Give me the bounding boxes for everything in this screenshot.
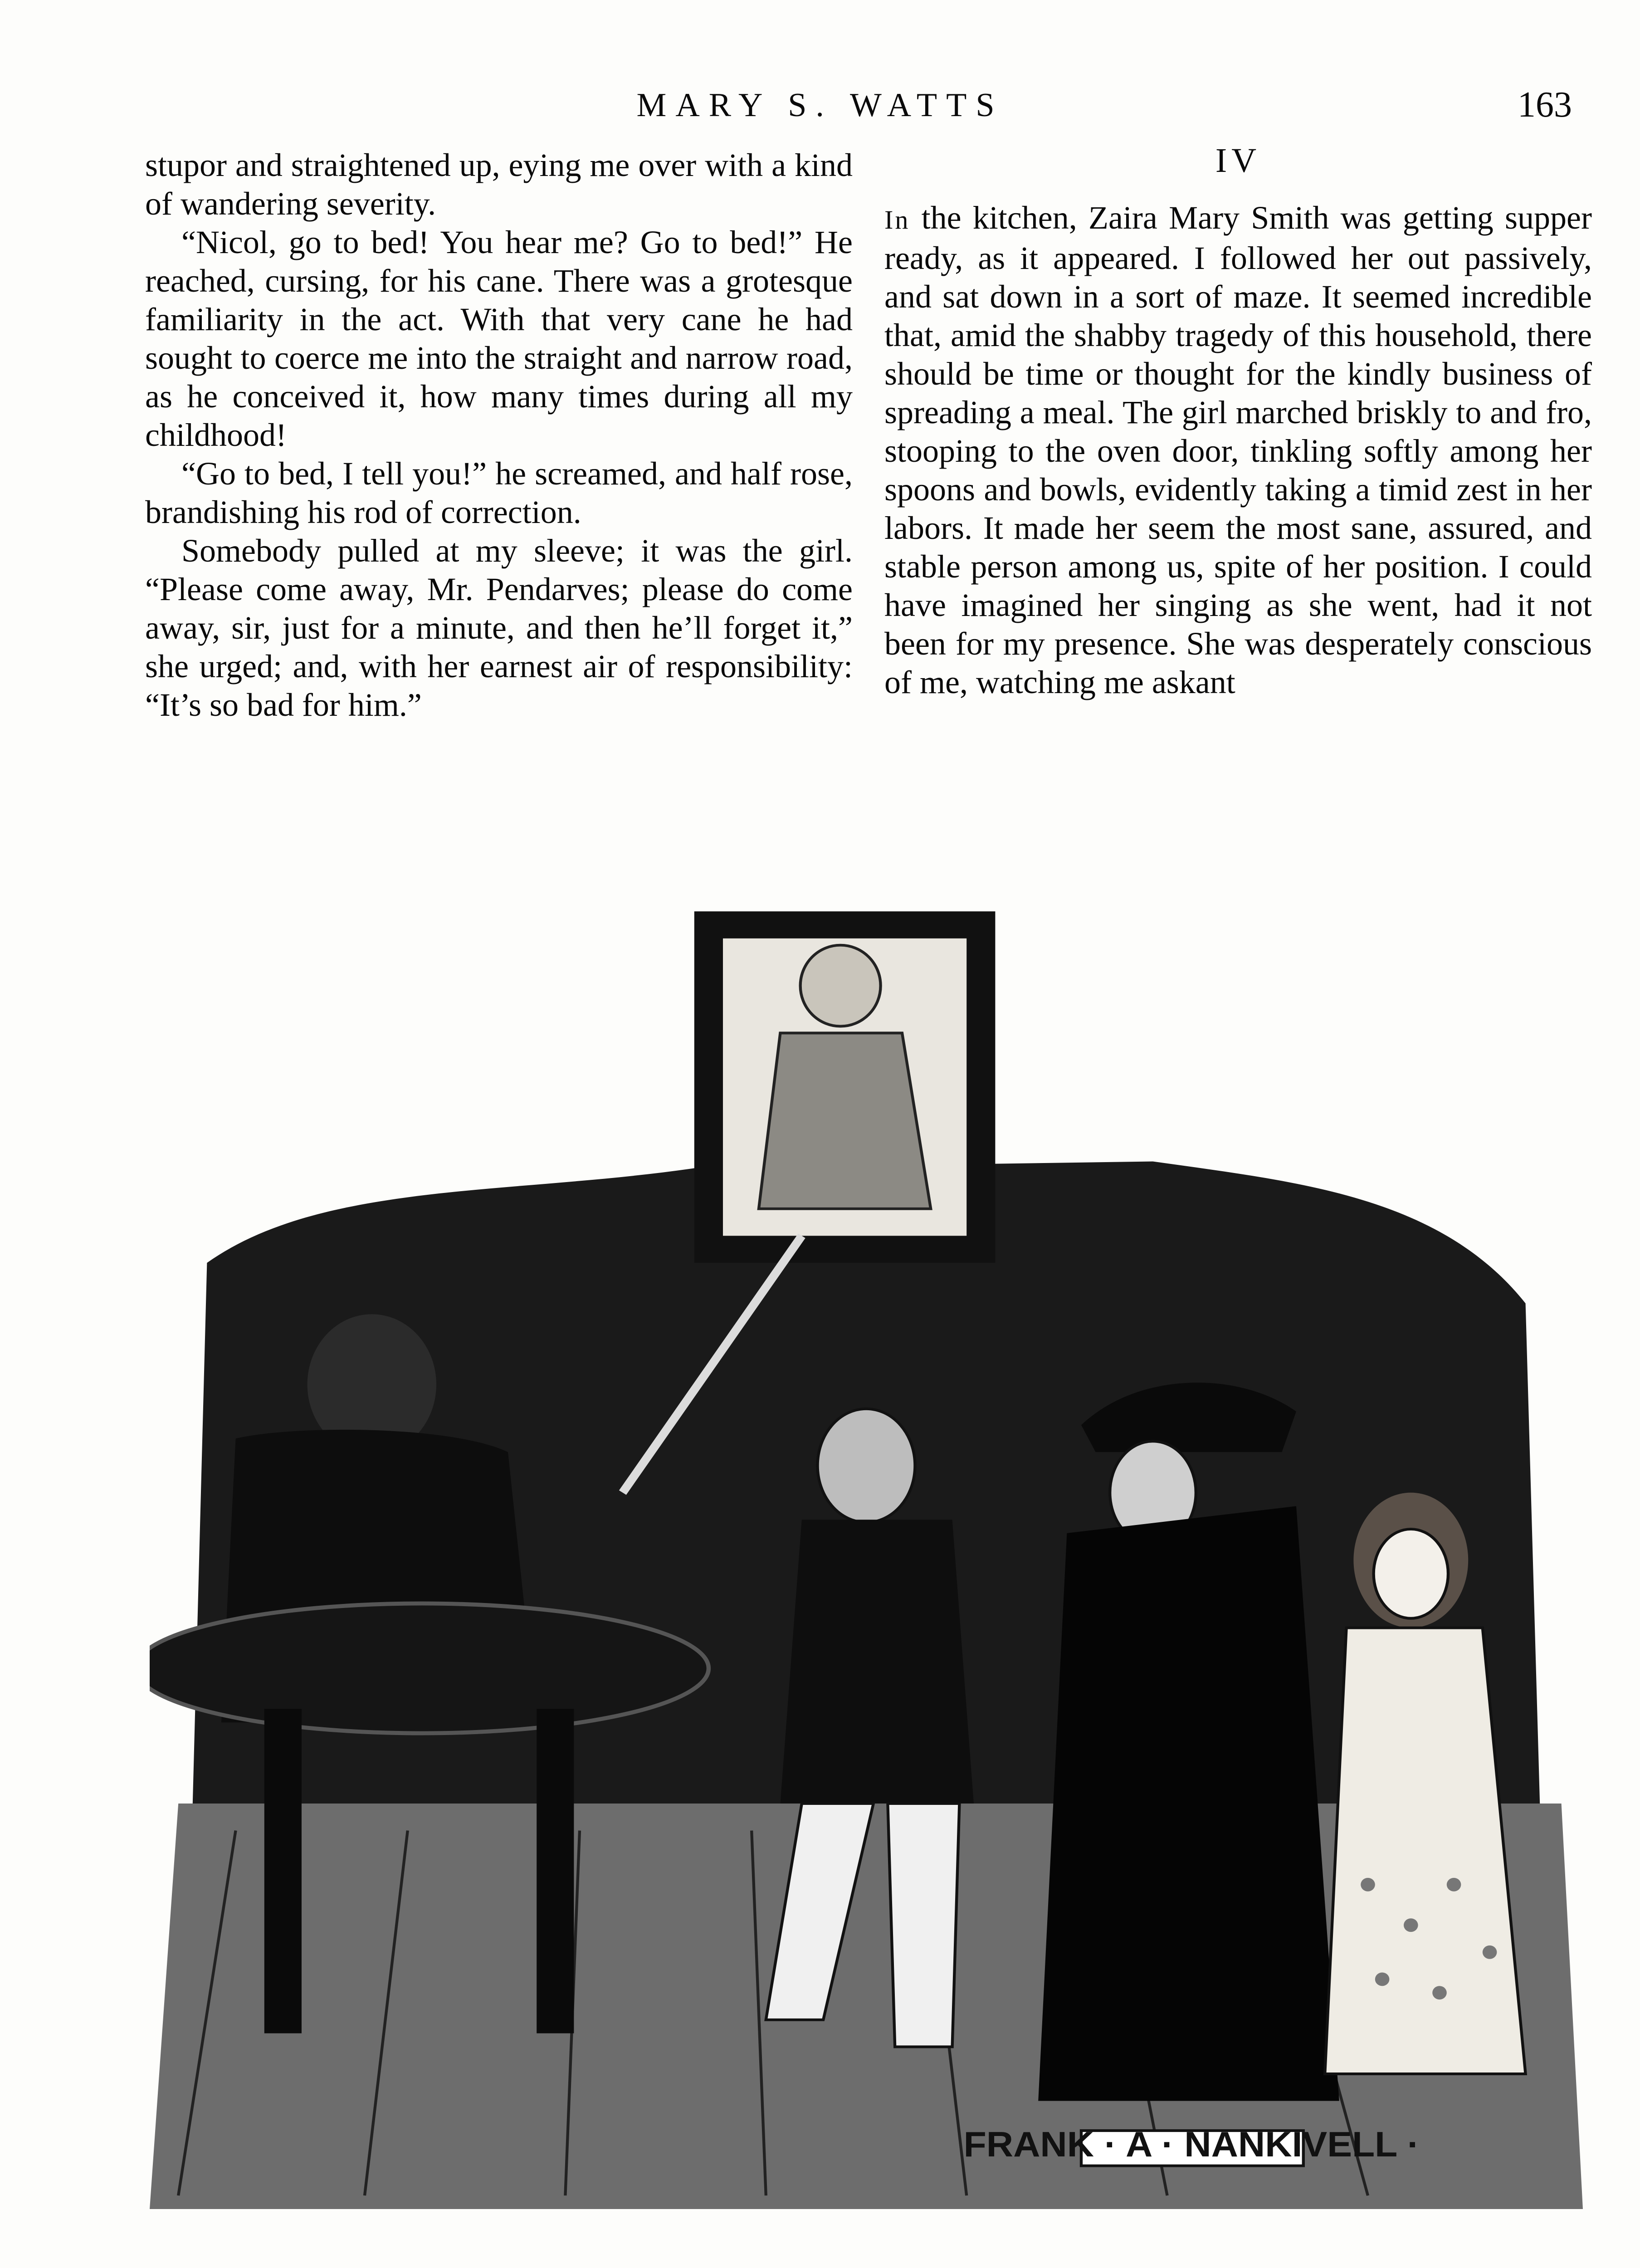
artist-signature: FRANK · A · NANKIVELL ·	[963, 2124, 1420, 2164]
table-leg	[537, 1709, 574, 2033]
paragraph-continued: stupor and straightened up, eying me over with a kind of wandering severity.	[145, 147, 853, 222]
old-man-leg	[888, 1804, 959, 2047]
young-man-cloak	[1038, 1506, 1339, 2101]
illustration-drawing	[150, 857, 1583, 2209]
opening-paragraph-text: the kitchen, Zaira Mary Smith was getting supper ready, as it appeared. I followed her out passively, and sat down in a sort of maze. It seemed incredible that, amid the shabby tragedy of this household, there should be time or thought for the kindly business of spreading a meal. The girl marched briskly to and fro, stooping to the oven door, tinkling softly among her spoons and bowls, evidently taking a timid zest in her labors. It made her seem the most sane, assured, and stable person among us, spite of her position. I could have imagined her singing as she went, had it not been for my presence. She was desperately conscious of me, watching me askant	[884, 200, 1592, 700]
running-head: MARY S. WATTS	[636, 87, 1004, 124]
left-column	[145, 146, 853, 724]
page-number: 163	[1518, 85, 1572, 125]
illustration	[150, 857, 1583, 2209]
paragraph: “Go to bed, I tell you!” he screamed, and half rose, brandishing his rod of correction.	[145, 455, 853, 530]
right-column	[884, 142, 1592, 702]
old-man-head	[818, 1409, 915, 1522]
old-man-coat	[780, 1520, 974, 1804]
paragraph-opening	[884, 199, 1592, 702]
girl-face	[1374, 1529, 1448, 1618]
portrait-figure-head	[800, 945, 881, 1026]
table-leg	[264, 1709, 302, 2033]
paragraph: Somebody pulled at my sleeve; it was the girl. “Please come away, Mr. Pendarves; please do come away, sir, just for a minute, and then he’ll forget it,” she urged; and, with her earnest air of responsibility: “It’s so bad for him.”	[145, 533, 853, 723]
round-table-top	[150, 1603, 708, 1733]
section-heading: IV	[1215, 142, 1261, 180]
paragraph: “Nicol, go to bed! You hear me? Go to bed!” He reached, cursing, for his cane. There was a grotesque familiarity in the act. With that very cane he had sought to coerce me into the straight and narrow road, as he conceived it, how many times during all my childhood!	[145, 224, 853, 453]
opening-small-caps: In	[884, 205, 910, 235]
portrait-figure-body	[759, 1033, 931, 1208]
